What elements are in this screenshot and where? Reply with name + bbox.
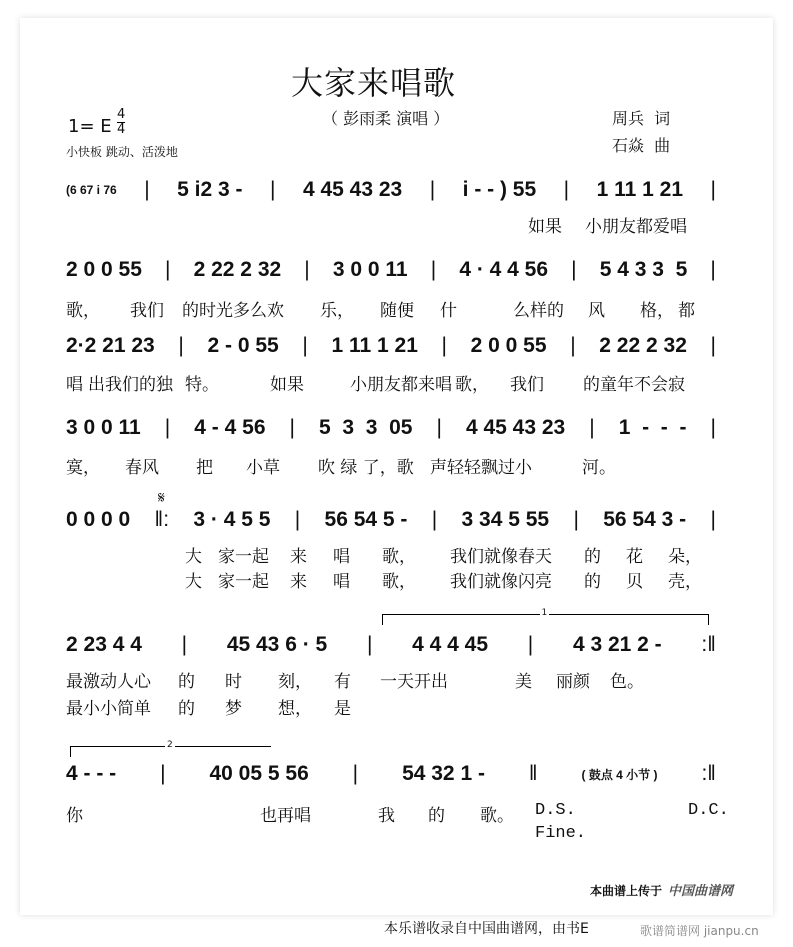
lyric: 都	[678, 301, 695, 321]
notes-line	[66, 334, 716, 358]
volta-bracket	[382, 608, 709, 625]
time-signature	[117, 108, 125, 137]
measure: 56 54 5 -	[324, 508, 408, 531]
lyric: 特。	[185, 375, 219, 395]
lyric: 么样的	[513, 301, 564, 321]
measure: 5 4 3 3 5	[599, 258, 688, 281]
lyric: 唱	[333, 547, 350, 567]
lyric: 如果	[528, 217, 562, 237]
lyric: 最激动人心	[66, 672, 151, 692]
lyric: 风	[588, 301, 605, 321]
barline: |	[571, 258, 577, 281]
lyric: 我们	[510, 375, 544, 395]
lyric: 朵，	[668, 547, 702, 567]
notes-line	[66, 178, 716, 202]
barline: |	[429, 178, 436, 201]
lyric: 如果	[270, 375, 304, 395]
lyric: 吹 绿 了，歌	[318, 458, 414, 478]
lyric: 我	[378, 806, 395, 826]
lyric: 的童年不会寂	[583, 375, 685, 395]
measure: 4 45 43 23	[302, 178, 403, 201]
lyric: 花	[626, 547, 643, 567]
lyric: 一天开出	[380, 672, 448, 692]
lyric: 有	[334, 672, 351, 692]
barline: |	[178, 334, 184, 357]
measure: 1 11 1 21	[331, 334, 418, 357]
lyric: 小朋友都爱唱	[585, 217, 687, 237]
lyric: 春风	[125, 458, 159, 478]
barline: |	[304, 258, 310, 281]
lyric: 歌，	[382, 547, 416, 567]
lyric: 歌，	[455, 375, 489, 395]
watermark: 歌谱简谱网 jianpu.cn	[640, 924, 759, 938]
barline: |	[563, 178, 570, 201]
barline: |	[352, 762, 359, 785]
measure: 2·2 21 23	[66, 334, 155, 357]
lyric: 歌，	[382, 572, 416, 592]
measure: 3 0 0 11	[332, 258, 408, 281]
lyric: 河。	[582, 458, 616, 478]
lyric: 的	[584, 572, 601, 592]
tempo-marking: 小快板 跳动、活泼地	[66, 145, 178, 159]
measure: 4 4 4 45	[412, 633, 489, 656]
lyric: 壳，	[668, 572, 702, 592]
site-logo: 中国曲谱网	[668, 884, 734, 899]
lyric: 我们就像春天	[450, 547, 552, 567]
lyric: 小草	[246, 458, 280, 478]
notes-line	[66, 633, 716, 657]
lyric: 梦	[225, 699, 242, 719]
measure: 4 · 4 4 56	[459, 258, 549, 281]
volta-bracket	[70, 740, 271, 757]
time-bottom: 4	[117, 122, 126, 137]
lyric: 格，	[640, 301, 674, 321]
lyric: 的时光多么欢	[182, 301, 284, 321]
lyric: 家一起	[218, 572, 269, 592]
song-title: 大家来唱歌	[291, 64, 457, 102]
measure: 2 22 2 32	[599, 334, 687, 357]
measure: 2 - 0 55	[207, 334, 279, 357]
barline: :‖	[701, 762, 716, 785]
lyric: 小朋友都来唱	[350, 375, 452, 395]
lyric: 的	[178, 672, 195, 692]
barline: ‖:	[154, 508, 170, 531]
barline: |	[710, 416, 716, 439]
lyric: 声轻轻飘过小	[430, 458, 532, 478]
measure: 5 i2 3 -	[177, 178, 243, 201]
measure: 1 - - -	[618, 416, 687, 439]
barline: |	[710, 178, 716, 201]
lyric: D.S.	[535, 801, 576, 820]
barline: |	[144, 178, 150, 201]
lyric: 我们就像闪亮	[450, 572, 552, 592]
barline: :‖	[701, 633, 716, 656]
lyric: 什	[440, 301, 457, 321]
barline: |	[289, 416, 295, 439]
lyric: 的	[584, 547, 601, 567]
barline: |	[294, 508, 301, 531]
lyric: 是	[334, 699, 351, 719]
lyric: 时	[225, 672, 242, 692]
measure: 3 · 4 5 5	[193, 508, 271, 531]
lyric: 寞，	[66, 458, 100, 478]
measure: 3 0 0 11	[66, 416, 141, 439]
measure: 4 3 21 2 -	[572, 633, 662, 656]
measure: 4 - 4 56	[194, 416, 266, 439]
lyric: 乐，	[320, 301, 354, 321]
barline: |	[302, 334, 308, 357]
lyric: 家一起	[218, 547, 269, 567]
barline: |	[164, 416, 171, 439]
barline: |	[710, 508, 716, 531]
measure: 2 22 2 32	[193, 258, 282, 281]
lyric: 来	[290, 547, 307, 567]
measure: 3 34 5 55	[461, 508, 550, 531]
measure: 2 23 4 4	[66, 633, 142, 656]
measure: 56 54 3 -	[603, 508, 687, 531]
measure: (6 67 i 76	[66, 183, 117, 197]
lyric: 也再唱	[260, 806, 311, 826]
fine-marking: Fine.	[535, 824, 587, 843]
lyric: 色。	[610, 672, 644, 692]
lyric: D.C.	[688, 801, 729, 820]
lyric: 的	[178, 699, 195, 719]
lyric: 想，	[278, 699, 312, 719]
barline: |	[527, 633, 534, 656]
lyric: 美	[515, 672, 532, 692]
lyric: 大	[185, 572, 202, 592]
upload-note: 本曲谱上传于	[590, 884, 663, 898]
lyric: 我们	[130, 301, 164, 321]
source-note: 本乐谱收录自中国曲谱网，由书E	[384, 921, 589, 937]
barline: |	[710, 334, 716, 357]
measure: 5 3 3 05	[319, 416, 413, 439]
measure: 4 - - -	[66, 762, 117, 785]
measure: i - - ) 55	[462, 178, 537, 201]
lyric: 最小小简单	[66, 699, 151, 719]
lyric: 唱	[66, 375, 83, 395]
lyric: 歌。	[480, 806, 514, 826]
measure: 1 11 1 21	[596, 178, 684, 201]
lyric: 歌，	[66, 301, 100, 321]
measure: ( 鼓点 4 小节 )	[581, 767, 658, 782]
barline: |	[570, 334, 576, 357]
barline: |	[160, 762, 166, 785]
lyric: 丽颜	[556, 672, 590, 692]
barline: |	[181, 633, 188, 656]
lyric: 的	[428, 806, 445, 826]
volta-number: 1	[541, 608, 548, 618]
lyric: 贝	[626, 572, 643, 592]
barline: |	[431, 508, 438, 531]
lyric: 你	[66, 806, 83, 826]
lyricist: 周兵 词	[612, 109, 671, 128]
singer: （ 彭雨柔 演唱 ）	[322, 109, 450, 128]
measure: 2 0 0 55	[470, 334, 547, 357]
measure: 2 0 0 55	[66, 258, 142, 281]
barline: |	[366, 633, 373, 656]
key-signature: 1= E	[68, 116, 112, 137]
lyric: 大	[185, 547, 202, 567]
lyric: 刻，	[278, 672, 312, 692]
segno-icon: 𝄋	[158, 488, 165, 507]
measure: 0 0 0 0	[66, 508, 131, 531]
barline: |	[165, 258, 171, 281]
notes-line	[66, 258, 716, 282]
measure: 40 05 5 56	[209, 762, 309, 785]
time-top: 4	[117, 107, 126, 122]
notes-line	[66, 508, 716, 532]
lyric: 来	[290, 572, 307, 592]
measure: 4 45 43 23	[465, 416, 566, 439]
notes-line	[66, 762, 716, 786]
barline: |	[436, 416, 442, 439]
barline: |	[270, 178, 276, 201]
barline: |	[441, 334, 447, 357]
notes-line	[66, 416, 716, 440]
lyric: 唱	[333, 572, 350, 592]
barline: |	[573, 508, 579, 531]
lyric: 出我们的独	[88, 375, 173, 395]
measure: 54 32 1 -	[402, 762, 485, 785]
barline: |	[589, 416, 595, 439]
barline: |	[430, 258, 437, 281]
volta-number: 2	[167, 740, 173, 750]
lyric: 随便	[380, 301, 414, 321]
measure: 45 43 6 · 5	[226, 633, 328, 656]
lyric: 把	[196, 458, 213, 478]
barline: |	[710, 258, 716, 281]
composer: 石焱 曲	[612, 136, 671, 155]
barline: ‖	[528, 762, 538, 785]
